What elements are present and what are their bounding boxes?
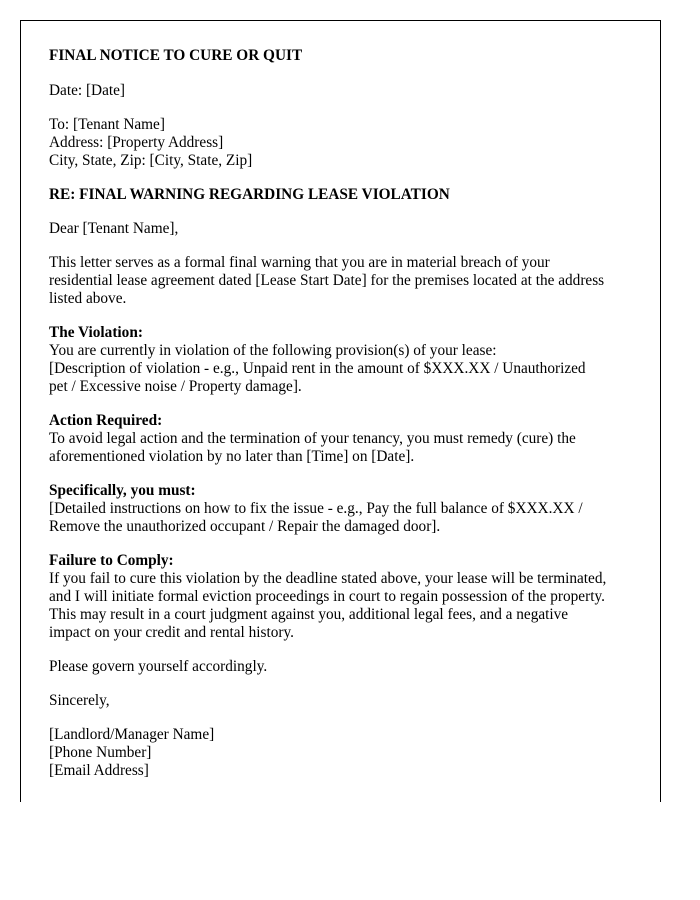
signature-email: [Email Address] <box>49 762 149 779</box>
sign-off: Sincerely, <box>49 692 110 709</box>
section-heading: The Violation: <box>49 324 143 341</box>
recipient-name-line: To: [Tenant Name] <box>49 116 165 133</box>
action-required-section <box>49 412 639 466</box>
section-heading: Specifically, you must: <box>49 482 196 499</box>
section-line: You are currently in violation of the following provision(s) of your lease: <box>49 342 497 359</box>
recipient-block <box>49 116 639 170</box>
closing-statement: Please govern yourself accordingly. <box>49 658 268 675</box>
section-line: If you fail to cure this violation by the deadline stated above, your lease will be terminated, <box>49 570 607 587</box>
recipient-address-line: Address: [Property Address] <box>49 134 224 151</box>
intro-line: This letter serves as a formal final warning that you are in material breach of your <box>49 254 550 271</box>
section-line: pet / Excessive noise / Property damage]. <box>49 378 302 395</box>
section-heading: Failure to Comply: <box>49 552 174 569</box>
salutation: Dear [Tenant Name], <box>49 220 179 237</box>
signature-phone: [Phone Number] <box>49 744 152 761</box>
section-line: aforementioned violation by no later than [Time] on [Date]. <box>49 448 415 465</box>
intro-paragraph <box>49 254 639 308</box>
section-line: impact on your credit and rental history. <box>49 624 294 641</box>
section-line: Remove the unauthorized occupant / Repair the damaged door]. <box>49 518 441 535</box>
section-line: and I will initiate formal eviction proceedings in court to regain possession of the property. <box>49 588 605 605</box>
failure-section <box>49 552 639 642</box>
intro-line: listed above. <box>49 290 127 307</box>
section-line: [Description of violation - e.g., Unpaid rent in the amount of $XXX.XX / Unauthorized <box>49 360 586 377</box>
signature-name: [Landlord/Manager Name] <box>49 726 215 743</box>
subject-line: RE: FINAL WARNING REGARDING LEASE VIOLATION <box>49 186 450 203</box>
violation-section <box>49 324 639 396</box>
date-line: Date: [Date] <box>49 82 126 99</box>
letter-body <box>49 47 639 796</box>
section-line: To avoid legal action and the termination of your tenancy, you must remedy (cure) the <box>49 430 576 447</box>
signature-block <box>49 726 639 780</box>
intro-line: residential lease agreement dated [Lease Start Date] for the premises located at the address <box>49 272 605 289</box>
section-line: [Detailed instructions on how to fix the issue - e.g., Pay the full balance of $XXX.XX / <box>49 500 583 517</box>
recipient-city-line: City, State, Zip: [City, State, Zip] <box>49 152 253 169</box>
section-heading: Action Required: <box>49 412 163 429</box>
instructions-section <box>49 482 639 536</box>
letter-title: FINAL NOTICE TO CURE OR QUIT <box>49 47 303 64</box>
section-line: This may result in a court judgment against you, additional legal fees, and a negative <box>49 606 569 623</box>
